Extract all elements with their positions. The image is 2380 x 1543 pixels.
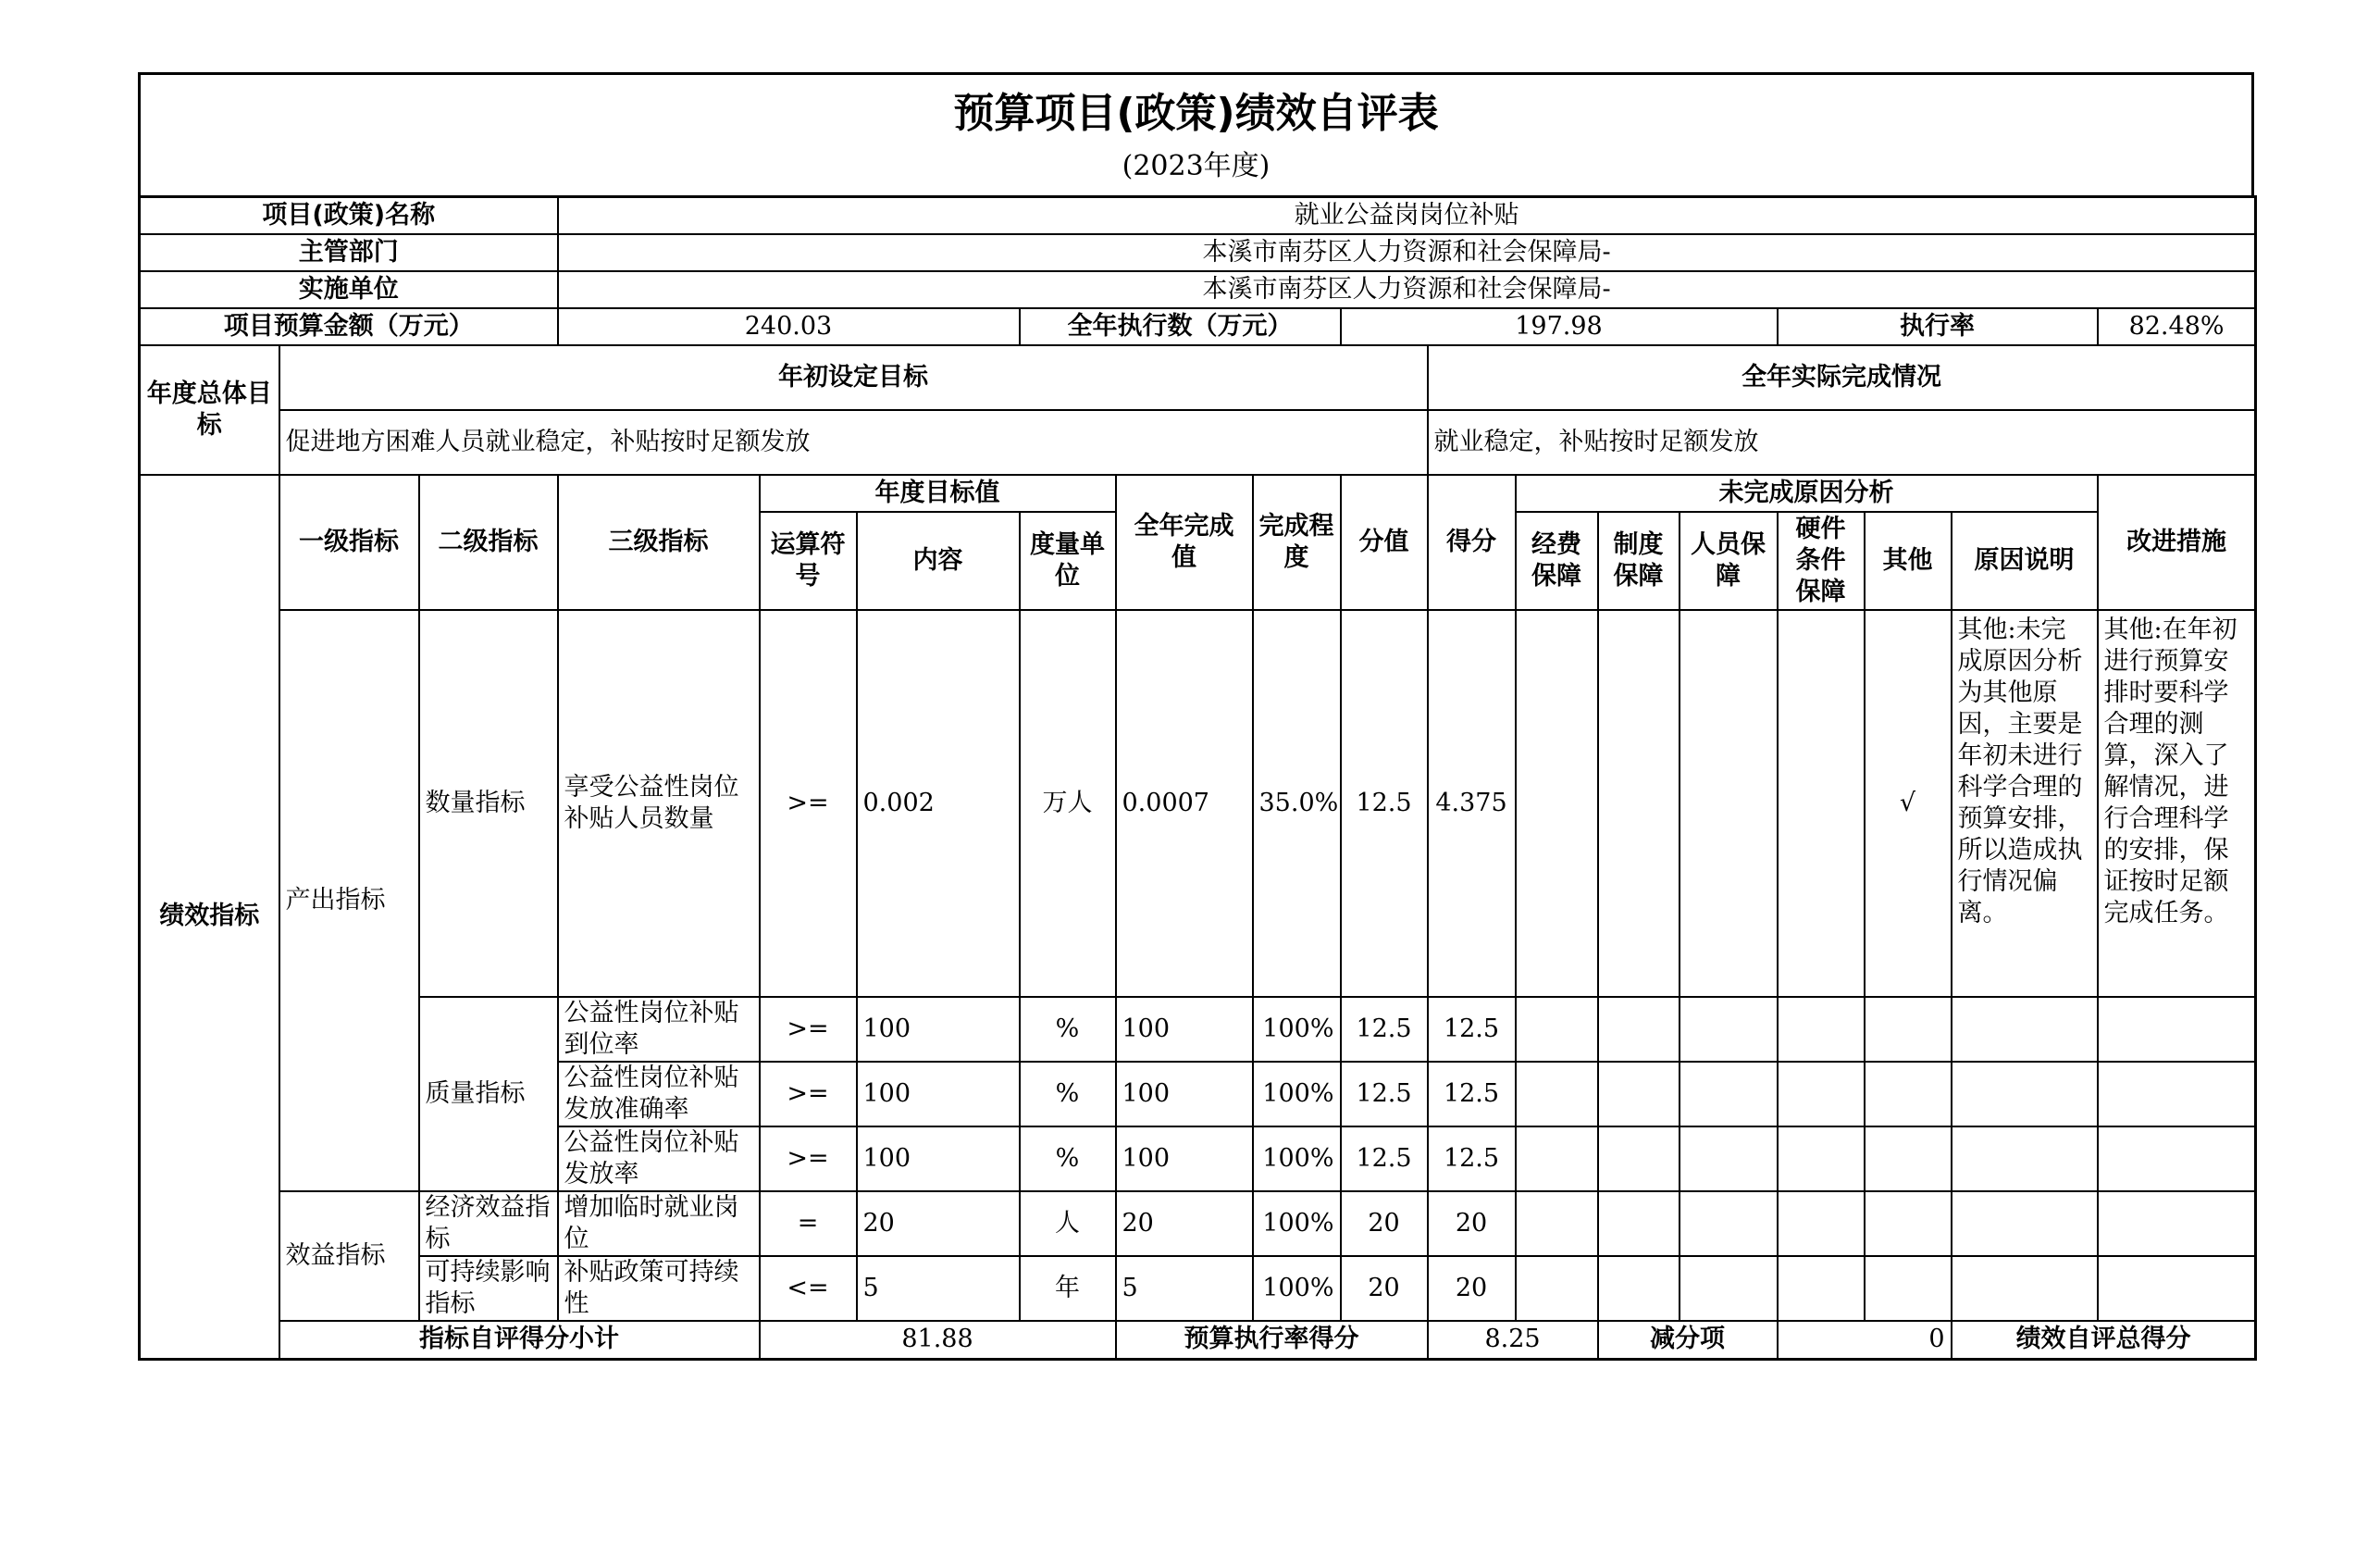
level3-label: 公益性岗位补贴发放准确率: [558, 1062, 760, 1126]
score-cell: 4.375: [1428, 610, 1516, 997]
header-measure-unit: 度量单位: [1020, 512, 1116, 610]
unit-row: [140, 271, 2256, 308]
unit-cell: 年: [1020, 1256, 1116, 1321]
level3-label: 享受公益性岗位补贴人员数量: [558, 610, 760, 997]
budget-rate-label: 预算执行率得分: [1116, 1321, 1428, 1360]
annual-cell: 20: [1116, 1191, 1253, 1256]
header-score: 得分: [1428, 475, 1516, 610]
hardware-cell: [1778, 610, 1865, 997]
staff-cell: [1680, 997, 1778, 1062]
header-improve: 改进措施: [2098, 475, 2256, 610]
other-cell: [1865, 997, 1952, 1062]
level3-label: 增加临时就业岗位: [558, 1191, 760, 1256]
indicator-header-row-1: [140, 475, 2256, 512]
funds-cell: [1516, 1256, 1598, 1321]
project-name-value: 就业公益岗岗位补贴: [558, 197, 2256, 234]
system-cell: [1598, 610, 1680, 997]
rate-label: 执行率: [1778, 308, 2098, 345]
hardware-cell: [1778, 1062, 1865, 1126]
system-cell: [1598, 1256, 1680, 1321]
score-cell: 12.5: [1428, 1126, 1516, 1191]
header-content: 内容: [857, 512, 1020, 610]
unit-cell: %: [1020, 997, 1116, 1062]
operator-cell: =: [760, 1191, 857, 1256]
table-row: [140, 610, 2256, 997]
header-level1: 一级指标: [279, 475, 419, 610]
reason-cell: 其他:未完成原因分析为其他原因，主要是年初未进行科学合理的预算安排，所以造成执行情况偏离。: [1952, 610, 2098, 997]
header-target-group: 年度目标值: [760, 475, 1116, 512]
hardware-cell: [1778, 997, 1865, 1062]
score-cell: 20: [1428, 1191, 1516, 1256]
improve-cell: [2098, 1256, 2256, 1321]
header-level3: 三级指标: [558, 475, 760, 610]
staff-cell: [1680, 1256, 1778, 1321]
header-operator: 运算符号: [760, 512, 857, 610]
reason-cell: [1952, 1062, 2098, 1126]
header-reason-group: 未完成原因分析: [1516, 475, 2098, 512]
staff-cell: [1680, 1062, 1778, 1126]
dept-value: 本溪市南芬区人力资源和社会保障局-: [558, 234, 2256, 271]
header-other: 其他: [1865, 512, 1952, 610]
improve-cell: [2098, 1191, 2256, 1256]
operator-cell: >=: [760, 997, 857, 1062]
completion-cell: 100%: [1253, 1191, 1341, 1256]
funds-cell: [1516, 610, 1598, 997]
improve-cell: [2098, 1062, 2256, 1126]
content-cell: 100: [857, 1062, 1020, 1126]
header-score-value: 分值: [1341, 475, 1428, 610]
unit-value: 本溪市南芬区人力资源和社会保障局-: [558, 271, 2256, 308]
table-row: [140, 997, 2256, 1062]
deduct-value: 0: [1778, 1321, 1952, 1360]
project-name-label: 项目(政策)名称: [140, 197, 558, 234]
header-staff: 人员保障: [1680, 512, 1778, 610]
other-cell: [1865, 1256, 1952, 1321]
content-cell: 20: [857, 1191, 1020, 1256]
completion-cell: 100%: [1253, 997, 1341, 1062]
annual-cell: 100: [1116, 1126, 1253, 1191]
funds-cell: [1516, 1126, 1598, 1191]
total-label: 绩效自评总得分: [1952, 1321, 2256, 1360]
goals-set-header: 年初设定目标: [279, 345, 1428, 410]
staff-cell: [1680, 610, 1778, 997]
goals-header-row: [140, 345, 2256, 410]
reason-cell: [1952, 997, 2098, 1062]
improve-cell: 其他:在年初进行预算安排时要科学合理的测算，深入了解情况，进行合理科学的安排，保证按时足额完成任务。: [2098, 610, 2256, 997]
operator-cell: >=: [760, 1062, 857, 1126]
level2-label: 质量指标: [419, 997, 558, 1191]
deduct-label: 减分项: [1598, 1321, 1778, 1360]
sheet-header: [138, 72, 2254, 195]
goals-section-label: 年度总体目标: [140, 345, 279, 475]
goals-set-text: 促进地方困难人员就业稳定，补贴按时足额发放: [279, 410, 1428, 475]
table-row: [140, 1191, 2256, 1256]
content-cell: 5: [857, 1256, 1020, 1321]
header-annual-value: 全年完成值: [1116, 475, 1253, 610]
benefit-level1-label: 效益指标: [279, 1191, 419, 1321]
system-cell: [1598, 1126, 1680, 1191]
unit-cell: %: [1020, 1126, 1116, 1191]
rate-value: 82.48%: [2098, 308, 2256, 345]
other-cell: [1865, 1126, 1952, 1191]
other-check-mark: √: [1865, 610, 1952, 997]
budget-row: [140, 308, 2256, 345]
page-title: 预算项目(政策)绩效自评表: [953, 90, 1439, 137]
subtotal-value: 81.88: [760, 1321, 1116, 1360]
score-cell: 12.5: [1428, 997, 1516, 1062]
header-level2: 二级指标: [419, 475, 558, 610]
header-funds: 经费保障: [1516, 512, 1598, 610]
completion-cell: 35.0%: [1253, 610, 1341, 997]
unit-label: 实施单位: [140, 271, 558, 308]
annual-cell: 5: [1116, 1256, 1253, 1321]
value-cell: 20: [1341, 1256, 1428, 1321]
score-cell: 20: [1428, 1256, 1516, 1321]
header-hardware: 硬件条件保障: [1778, 512, 1865, 610]
annual-cell: 100: [1116, 997, 1253, 1062]
value-cell: 12.5: [1341, 1062, 1428, 1126]
subtotal-label: 指标自评得分小计: [279, 1321, 760, 1360]
budget-rate-value: 8.25: [1428, 1321, 1598, 1360]
reason-cell: [1952, 1126, 2098, 1191]
funds-cell: [1516, 1062, 1598, 1126]
operator-cell: >=: [760, 610, 857, 997]
evaluation-sheet: [138, 72, 2254, 1361]
content-cell: 0.002: [857, 610, 1020, 997]
hardware-cell: [1778, 1256, 1865, 1321]
indicator-section-label: 绩效指标: [140, 475, 279, 1360]
dept-row: [140, 234, 2256, 271]
level2-label: 可持续影响指标: [419, 1256, 558, 1321]
level3-label: 补贴政策可持续性: [558, 1256, 760, 1321]
budget-value: 240.03: [558, 308, 1020, 345]
other-cell: [1865, 1062, 1952, 1126]
completion-cell: 100%: [1253, 1256, 1341, 1321]
level3-label: 公益性岗位补贴发放率: [558, 1126, 760, 1191]
level3-label: 公益性岗位补贴到位率: [558, 997, 760, 1062]
reason-cell: [1952, 1191, 2098, 1256]
content-cell: 100: [857, 997, 1020, 1062]
year-label: (2023年度): [1122, 150, 1271, 182]
staff-cell: [1680, 1191, 1778, 1256]
annual-cell: 100: [1116, 1062, 1253, 1126]
completion-cell: 100%: [1253, 1062, 1341, 1126]
annual-cell: 0.0007: [1116, 610, 1253, 997]
system-cell: [1598, 997, 1680, 1062]
operator-cell: <=: [760, 1256, 857, 1321]
value-cell: 20: [1341, 1191, 1428, 1256]
exec-value: 197.98: [1341, 308, 1778, 345]
exec-label: 全年执行数（万元）: [1020, 308, 1341, 345]
score-cell: 12.5: [1428, 1062, 1516, 1126]
value-cell: 12.5: [1341, 997, 1428, 1062]
funds-cell: [1516, 997, 1598, 1062]
system-cell: [1598, 1062, 1680, 1126]
level2-label: 经济效益指标: [419, 1191, 558, 1256]
completion-cell: 100%: [1253, 1126, 1341, 1191]
staff-cell: [1680, 1126, 1778, 1191]
table-row: [140, 1256, 2256, 1321]
reason-cell: [1952, 1256, 2098, 1321]
other-cell: [1865, 1191, 1952, 1256]
goals-actual-header: 全年实际完成情况: [1428, 345, 2256, 410]
header-completion: 完成程度: [1253, 475, 1341, 610]
goals-text-row: [140, 410, 2256, 475]
improve-cell: [2098, 1126, 2256, 1191]
content-cell: 100: [857, 1126, 1020, 1191]
value-cell: 12.5: [1341, 610, 1428, 997]
output-level1-label: 产出指标: [279, 610, 419, 1191]
funds-cell: [1516, 1191, 1598, 1256]
unit-cell: 万人: [1020, 610, 1116, 997]
unit-cell: 人: [1020, 1191, 1116, 1256]
header-system: 制度保障: [1598, 512, 1680, 610]
dept-label: 主管部门: [140, 234, 558, 271]
hardware-cell: [1778, 1191, 1865, 1256]
goals-actual-text: 就业稳定，补贴按时足额发放: [1428, 410, 2256, 475]
header-reason-desc: 原因说明: [1952, 512, 2098, 610]
operator-cell: >=: [760, 1126, 857, 1191]
system-cell: [1598, 1191, 1680, 1256]
value-cell: 12.5: [1341, 1126, 1428, 1191]
footer-row: [140, 1321, 2256, 1360]
improve-cell: [2098, 997, 2256, 1062]
project-name-row: [140, 197, 2256, 234]
unit-cell: %: [1020, 1062, 1116, 1126]
evaluation-table: [138, 195, 2257, 1361]
hardware-cell: [1778, 1126, 1865, 1191]
level2-label: 数量指标: [419, 610, 558, 997]
budget-label: 项目预算金额（万元）: [140, 308, 558, 345]
